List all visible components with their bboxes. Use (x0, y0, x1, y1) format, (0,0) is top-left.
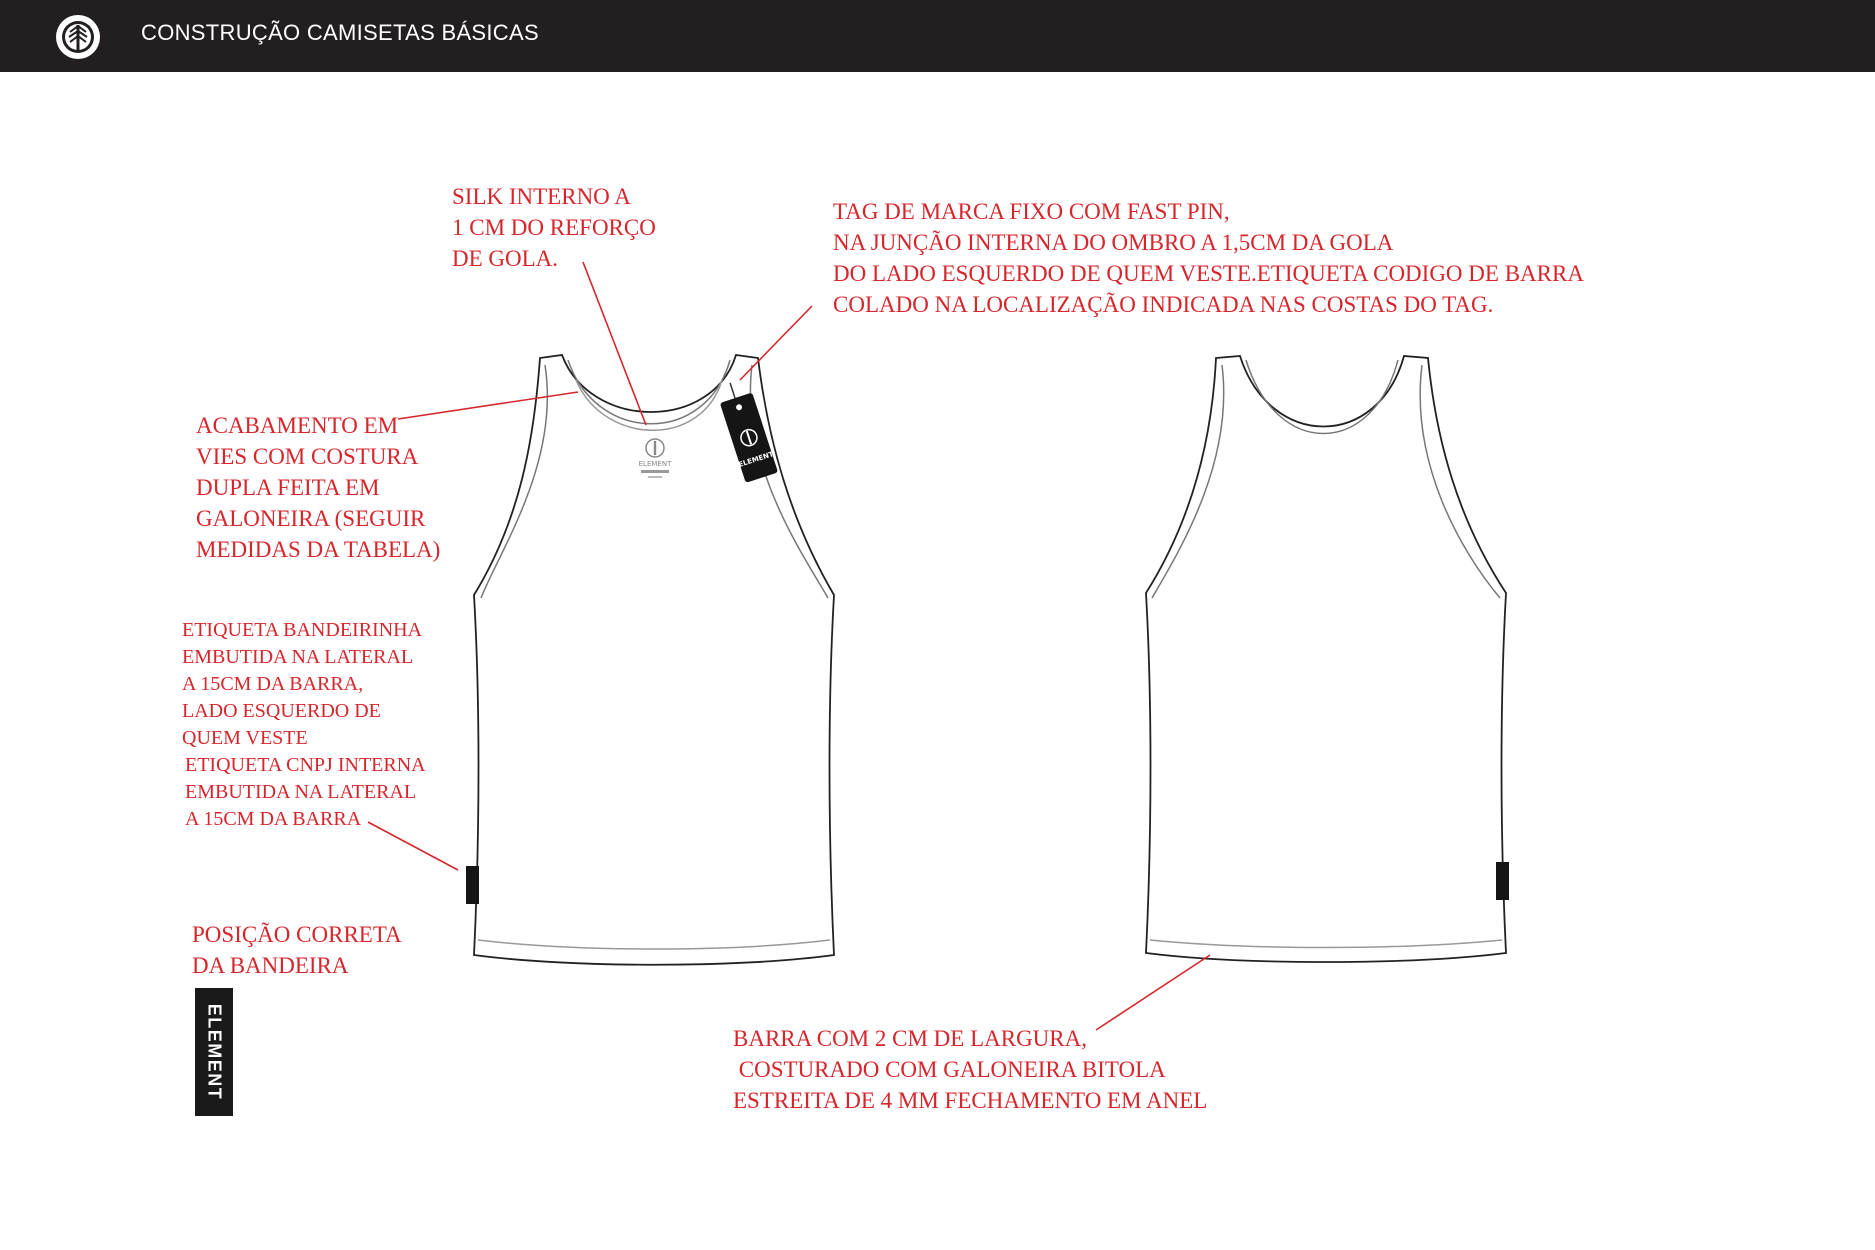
note-line: EMBUTIDA NA LATERAL (182, 646, 414, 668)
note-line: A 15CM DA BARRA (185, 808, 362, 830)
hang-tag-label: ELEMENT (737, 450, 775, 469)
note-line: TAG DE MARCA FIXO COM FAST PIN, (833, 199, 1230, 224)
etiqueta-cnpj-note (185, 752, 426, 833)
leader-line-tag (740, 306, 812, 380)
note-line: ESTREITA DE 4 MM FECHAMENTO EM ANEL (733, 1088, 1208, 1113)
element-flag-label (195, 988, 233, 1116)
note-line: GALONEIRA (SEGUIR (196, 506, 426, 531)
note-line: MEDIDAS DA TABELA) (196, 537, 441, 562)
note-line: BARRA COM 2 CM DE LARGURA, (733, 1026, 1087, 1051)
tank-top-back (1146, 356, 1506, 962)
etiqueta-bandeirinha-note (182, 617, 422, 752)
posicao-note (192, 919, 402, 981)
note-line: SILK INTERNO A (452, 184, 631, 209)
note-line: ETIQUETA BANDEIRINHA (182, 619, 423, 641)
note-line: ACABAMENTO EM (196, 413, 399, 438)
barra-note (733, 1023, 1207, 1116)
acabamento-note (196, 410, 440, 565)
flag-label-text: ELEMENT (204, 1003, 225, 1101)
note-line: EMBUTIDA NA LATERAL (185, 781, 417, 803)
note-line: VIES COM COSTURA (196, 444, 419, 469)
note-line: DUPLA FEITA EM (196, 475, 380, 500)
note-line: QUEM VESTE (182, 727, 308, 749)
note-line: NA JUNÇÃO INTERNA DO OMBRO A 1,5CM DA GOLA (833, 230, 1394, 255)
note-line: 1 CM DO REFORÇO (452, 215, 656, 240)
page-title: CONSTRUÇÃO CAMISETAS BÁSICAS (141, 20, 539, 45)
note-line: DA BANDEIRA (192, 953, 349, 978)
note-line: COSTURADO COM GALONEIRA BITOLA (733, 1057, 1166, 1082)
back-flag-label (1496, 862, 1509, 900)
front-flag-label (466, 866, 479, 904)
note-line: POSIÇÃO CORRETA (192, 922, 402, 947)
note-line: COLADO NA LOCALIZAÇÃO INDICADA NAS COSTAS DO TAG. (833, 292, 1494, 317)
chest-print-label: ELEMENT (638, 460, 672, 468)
tag-note (833, 196, 1584, 320)
silk-note (452, 181, 656, 274)
note-line: DO LADO ESQUERDO DE QUEM VESTE.ETIQUETA CODIGO DE BARRA (833, 261, 1584, 286)
note-line: ETIQUETA CNPJ INTERNA (185, 754, 426, 776)
note-line: LADO ESQUERDO DE (182, 700, 381, 722)
leader-line-barra (1096, 955, 1210, 1030)
note-line: DE GOLA. (452, 246, 559, 271)
note-line: A 15CM DA BARRA, (182, 673, 364, 695)
